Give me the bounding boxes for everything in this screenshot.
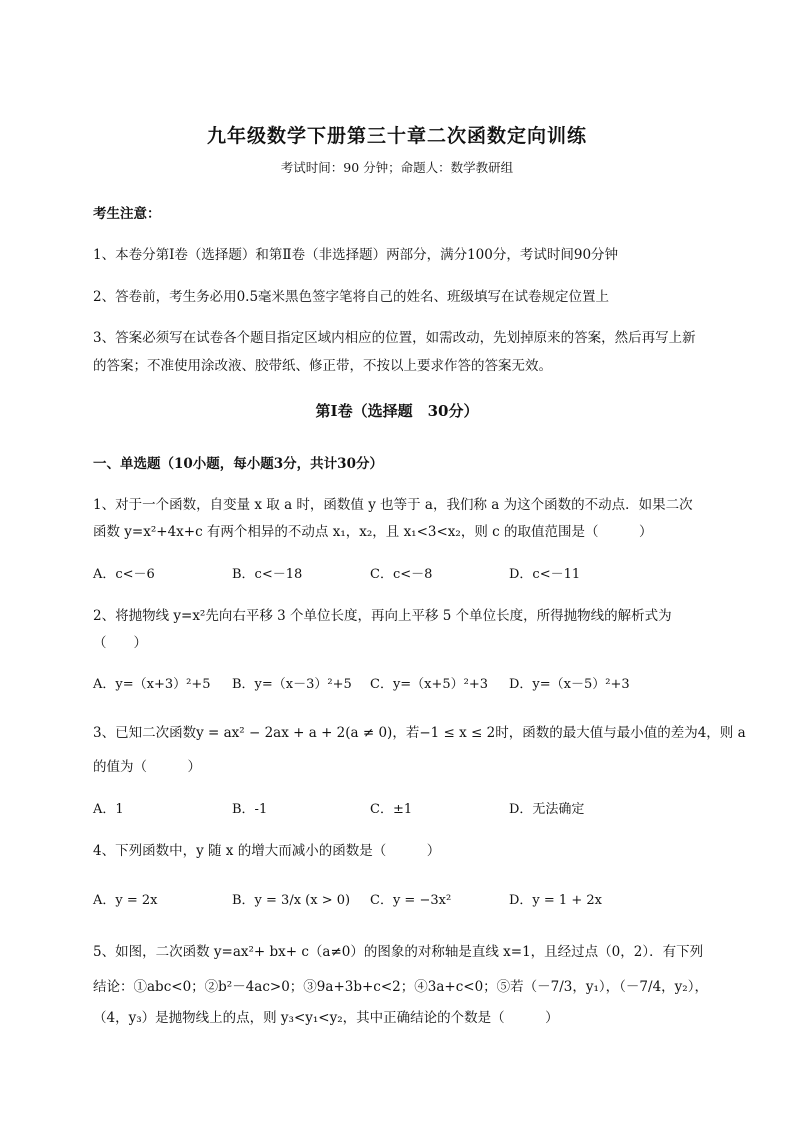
part-heading: 一、单选题（10小题，每小题3分，共计30分）: [93, 456, 383, 472]
q2-option-b[interactable]: B．y=（x－3）²+5: [232, 677, 352, 692]
q4-option-d[interactable]: D．y = 1 + 2x: [509, 893, 602, 908]
question-1-line1: 1、对于一个函数，自变量 x 取 a 时，函数值 y 也等于 a，我们称 a 为这个函数的不动点．如果二次: [93, 497, 693, 513]
notice-item-1: 1、本卷分第Ⅰ卷（选择题）和第Ⅱ卷（非选择题）两部分，满分100分，考试时间90分钟: [93, 247, 619, 263]
q3-option-a[interactable]: A．1: [93, 802, 124, 817]
exam-info: 考试时间：90 分钟；命题人：数学教研组: [280, 160, 514, 175]
question-1-line2: 函数 y=x²+4x+c 有两个相异的不动点 x₁，x₂，且 x₁<3<x₂，则 c 的取值范围是（ ）: [93, 524, 653, 540]
q1-option-d[interactable]: D．c<－11: [509, 567, 581, 582]
q1-option-b[interactable]: B．c<－18: [232, 567, 303, 582]
question-2-line1: 2、将抛物线 y=x²先向右平移 3 个单位长度，再向上平移 5 个单位长度，所得抛物线的解析式为: [93, 608, 672, 624]
notice-item-3-cont: 的答案；不准使用涂改液、胶带纸、修正带，不按以上要求作答的答案无效。: [93, 358, 552, 374]
question-5-line3: （4，y₃）是抛物线上的点，则 y₃<y₁<y₂，其中正确结论的个数是（ ）: [93, 1010, 559, 1026]
question-5-line2: 结论：①abc<0；②b²－4ac>0；③9a+3b+c<2；④3a+c<0；⑤若（－7/3，y₁），（－7/4，y₂），: [93, 979, 708, 995]
q3-option-b[interactable]: B．-1: [232, 802, 268, 817]
q2-option-d[interactable]: D．y=（x－5）²+3: [509, 677, 630, 692]
q4-option-c[interactable]: C．y = −3x²: [370, 893, 452, 908]
q3-option-c[interactable]: C．±1: [370, 802, 413, 817]
notice-item-3: 3、答案必须写在试卷各个题目指定区域内相应的位置，如需改动，先划掉原来的答案，然后再写上新: [93, 330, 696, 346]
section-title: 第Ⅰ卷（选择题 30分）: [315, 402, 479, 420]
q1-option-a[interactable]: A．c<－6: [93, 567, 155, 582]
page-title: 九年级数学下册第三十章二次函数定向训练: [206, 125, 587, 147]
question-4-line1: 4、下列函数中，y 随 x 的增大而减小的函数是（ ）: [93, 843, 441, 859]
question-3-line1: 3、已知二次函数y = ax² − 2ax + a + 2(a ≠ 0)，若−1 ≤ x ≤ 2时，函数的最大值与最小值的差为4，则 a: [93, 725, 746, 741]
q1-option-c[interactable]: C．c<－8: [370, 567, 433, 582]
notice-heading: 考生注意：: [93, 206, 161, 222]
question-5-line1: 5、如图，二次函数 y=ax²+ bx+ c（a≠0）的图象的对称轴是直线 x=1，且经过点（0，2）．有下列: [93, 944, 704, 960]
question-2-line2: （ ）: [93, 635, 147, 651]
q4-option-a[interactable]: A．y = 2x: [93, 893, 158, 908]
q4-option-b[interactable]: B．y = 3/x (x > 0): [232, 893, 351, 908]
q2-option-c[interactable]: C．y=（x+5）²+3: [370, 677, 489, 692]
q2-option-a[interactable]: A．y=（x+3）²+5: [93, 677, 211, 692]
question-3-line2: 的值为（ ）: [93, 759, 201, 775]
notice-item-2: 2、答卷前，考生务必用0.5毫米黑色签字笔将自己的姓名、班级填写在试卷规定位置上: [93, 289, 610, 305]
q3-option-d[interactable]: D．无法确定: [509, 802, 585, 817]
